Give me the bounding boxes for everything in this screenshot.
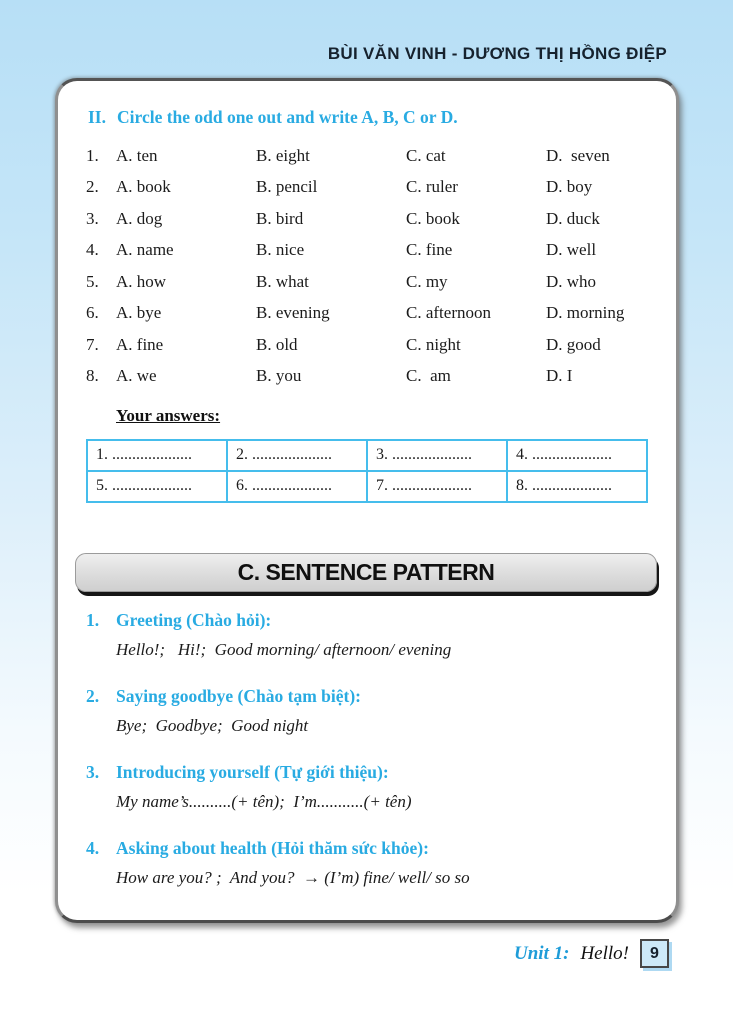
pattern-number: 1.: [86, 610, 100, 630]
option-row-3: [86, 203, 648, 235]
option-c: C. fine: [406, 240, 453, 260]
option-a: A. bye: [116, 303, 162, 323]
pattern-example: Bye; Goodbye; Good night: [116, 716, 309, 735]
option-b: B. old: [256, 334, 298, 354]
page-number: 9: [650, 944, 659, 962]
option-row-1: [86, 140, 648, 172]
option-d: D. seven: [546, 145, 610, 165]
option-a: A. ten: [116, 145, 158, 165]
exercise-title: Circle the odd one out and write A, B, C or D.: [117, 107, 458, 127]
option-a: A. fine: [116, 334, 164, 354]
section-title: C. SENTENCE PATTERN: [237, 559, 495, 585]
option-a: A. dog: [116, 208, 163, 228]
option-c: C. book: [406, 208, 460, 228]
pattern-item-3: [86, 762, 648, 812]
pattern-item-1: [86, 610, 648, 660]
page-footer: [0, 939, 669, 968]
option-b: B. bird: [256, 208, 304, 228]
option-row-7: [86, 329, 648, 361]
pattern-heading-text: Greeting (Chào hỏi):: [116, 610, 272, 630]
option-row-2: [86, 172, 648, 204]
question-number: 4.: [86, 240, 99, 260]
pattern-example: Hello!; Hi!; Good morning/ afternoon/ evening: [116, 640, 452, 659]
page-number-box: [640, 939, 669, 968]
authors-header: BÙI VĂN VINH - DƯƠNG THỊ HỒNG ĐIỆP: [327, 44, 667, 63]
option-d: D. who: [546, 271, 597, 291]
option-b: B. eight: [256, 145, 310, 165]
option-c: C. afternoon: [406, 303, 491, 323]
option-b: B. pencil: [256, 177, 318, 197]
option-row-6: [86, 298, 648, 330]
pattern-heading-text: Introducing yourself (Tự giới thiệu):: [116, 762, 389, 782]
answer-blank-3: 3. ....................: [367, 440, 507, 471]
pattern-heading: [86, 610, 648, 631]
option-c: C. night: [406, 334, 461, 354]
answer-blank-7: 7. ....................: [367, 471, 507, 502]
answer-blank-8: 8. ....................: [507, 471, 647, 502]
pattern-item-2: [86, 686, 648, 736]
option-c: C. ruler: [406, 177, 458, 197]
pattern-number: 2.: [86, 686, 100, 706]
option-a: A. how: [116, 271, 167, 291]
section-title-bar: [75, 553, 657, 592]
pattern-example: How are you? ; And you? → (I’m) fine/ well/ so so: [116, 868, 470, 887]
pattern-heading: [86, 686, 648, 707]
pattern-item-4: [86, 838, 648, 888]
answer-blank-5: 5. ....................: [87, 471, 227, 502]
option-row-8: [86, 361, 648, 393]
your-answers-label: Your answers:: [116, 406, 221, 425]
pattern-example: My name’s..........(+ tên); I’m...........(+ tên): [116, 792, 412, 811]
exercise-heading: [88, 107, 648, 128]
option-a: A. book: [116, 177, 171, 197]
option-d: D. boy: [546, 177, 593, 197]
option-c: C. am: [406, 366, 451, 386]
question-number: 8.: [86, 366, 99, 386]
answer-blank-1: 1. ....................: [87, 440, 227, 471]
question-number: 7.: [86, 334, 99, 354]
question-number: 5.: [86, 271, 99, 291]
option-d: D. good: [546, 334, 601, 354]
option-a: A. name: [116, 240, 174, 260]
unit-title: Hello!: [580, 942, 629, 964]
option-b: B. you: [256, 366, 302, 386]
option-c: C. my: [406, 271, 448, 291]
question-number: 2.: [86, 177, 99, 197]
pattern-number: 3.: [86, 762, 100, 782]
question-number: 1.: [86, 145, 99, 165]
option-row-5: [86, 266, 648, 298]
option-b: B. nice: [256, 240, 305, 260]
pattern-heading: [86, 838, 648, 859]
answers-table: [86, 439, 648, 503]
option-b: B. what: [256, 271, 309, 291]
pattern-heading: [86, 762, 648, 783]
question-number: 3.: [86, 208, 99, 228]
answer-blank-6: 6. ....................: [227, 471, 367, 502]
option-d: D. morning: [546, 303, 625, 323]
answers-row-2: [87, 471, 647, 502]
question-number: 6.: [86, 303, 99, 323]
option-d: D. well: [546, 240, 597, 260]
option-d: D. duck: [546, 208, 600, 228]
pattern-heading-text: Saying goodbye (Chào tạm biệt):: [116, 686, 362, 706]
exercise-number: II.: [88, 107, 106, 127]
option-d: D. I: [546, 366, 573, 386]
pattern-number: 4.: [86, 838, 100, 858]
option-c: C. cat: [406, 145, 446, 165]
answer-blank-2: 2. ....................: [227, 440, 367, 471]
answers-row-1: [87, 440, 647, 471]
answer-blank-4: 4. ....................: [507, 440, 647, 471]
content-card: [55, 78, 679, 923]
unit-label: Unit 1:: [514, 942, 570, 964]
option-b: B. evening: [256, 303, 330, 323]
pattern-heading-text: Asking about health (Hỏi thăm sức khỏe):: [116, 838, 429, 858]
option-row-4: [86, 235, 648, 267]
option-a: A. we: [116, 366, 157, 386]
